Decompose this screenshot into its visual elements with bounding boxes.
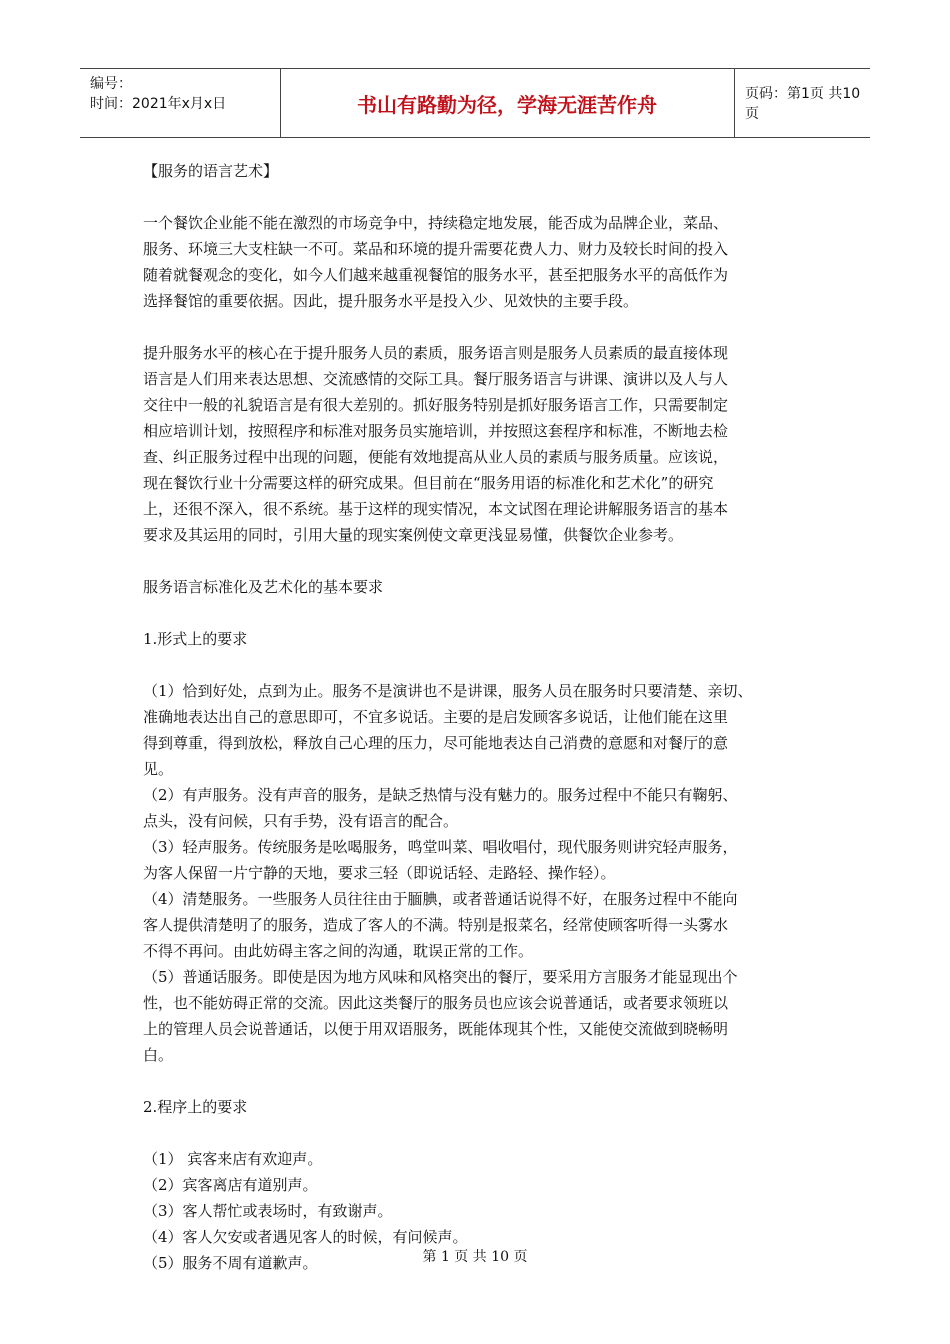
list-item: 为客人保留一片宁静的天地，要求三轻（即说话轻、走路轻、操作轻）。 (143, 864, 616, 882)
list-item: （1）恰到好处，点到为止。服务不是演讲也不是讲课，服务人员在服务时只要清楚、亲切、 (143, 682, 753, 700)
list-item: （5）服务不周有道歉声。 (143, 1254, 318, 1272)
page-header (80, 68, 870, 138)
text-line: 服务、环境三大支柱缺一不可。菜品和环境的提升需要花费人力、财力及较长时间的投入 (143, 240, 729, 258)
list-item: 客人提供清楚明了的服务，造成了客人的不满。特别是报菜名，经常使顾客听得一头雾水 (143, 916, 729, 934)
intro-paragraph (143, 210, 808, 314)
list-item: （2）宾客离店有道别声。 (143, 1176, 318, 1194)
list-item: （3）客人帮忙或表场时，有致谢声。 (143, 1202, 393, 1220)
list-item: （1） 宾客来店有欢迎声。 (143, 1150, 323, 1168)
list-item: 上的管理人员会说普通话，以便于用双语服务，既能体现其个性，又能使交流做到晓畅明 (143, 1020, 729, 1038)
text-line: 选择餐馆的重要依据。因此，提升服务水平是投入少、见效快的主要手段。 (143, 292, 639, 310)
list-item: （3）轻声服务。传统服务是吆喝服务，鸣堂叫菜、唱收唱付，现代服务则讲究轻声服务， (143, 838, 738, 856)
list-item: 得到尊重，得到放松，释放自己心理的压力，尽可能地表达自己消费的意愿和对餐厅的意 (143, 734, 729, 752)
form-requirements-list (143, 678, 808, 1068)
doc-title: 【服务的语言艺术】 (143, 162, 279, 180)
section-heading: 服务语言标准化及艺术化的基本要求 (143, 578, 384, 596)
list-item: （5）普通话服务。即使是因为地方风味和风格突出的餐厅，要采用方言服务才能显现出个 (143, 968, 738, 986)
list-item: （4）客人欠安或者遇见客人的时候，有问候声。 (143, 1228, 468, 1246)
text-line: 一个餐饮企业能不能在激烈的市场竞争中，持续稳定地发展，能否成为品牌企业，菜品、 (143, 214, 729, 232)
list-item: 点头，没有问候，只有手势，没有语言的配合。 (143, 812, 459, 830)
text-line: 提升服务水平的核心在于提升服务人员的素质，服务语言则是服务人员素质的最直接体现 (143, 344, 729, 362)
list-item: （2）有声服务。没有声音的服务，是缺乏热情与没有魅力的。服务过程中不能只有鞠躬、 (143, 786, 738, 804)
text-line: 随着就餐观念的变化，如今人们越来越重视餐馆的服务水平，甚至把服务水平的高低作为 (143, 266, 729, 284)
list-item: 白。 (143, 1046, 174, 1064)
header-info-cell (80, 69, 281, 137)
text-line: 语言是人们用来表达思想、交流感情的交际工具。餐厅服务语言与讲课、演讲以及人与人 (143, 370, 729, 388)
list-item: 准确地表达出自己的意思即可，不宜多说话。主要的是启发顾客多说话，让他们能在这里 (143, 708, 729, 726)
form-heading: 1.形式上的要求 (143, 630, 248, 648)
page-footer: 第 1 页 共 10 页 (422, 1249, 528, 1265)
text-line: 上，还很不深入，很不系统。基于这样的现实情况，本文试图在理论讲解服务语言的基本 (143, 500, 729, 518)
text-line: 相应培训计划，按照程序和标准对服务员实施培训，并按照这套程序和标准，不断地去检 (143, 422, 729, 440)
header-page-label: 页码：第1页 共10页 (745, 86, 861, 122)
document-body (143, 158, 808, 1276)
list-item: 见。 (143, 760, 174, 778)
procedure-heading: 2.程序上的要求 (143, 1098, 248, 1116)
list-item: 不得不再问。由此妨碍主客之间的沟通，耽误正常的工作。 (143, 942, 534, 960)
doc-number-label: 编号： (90, 76, 132, 92)
text-line: 交往中一般的礼貌语言是有很大差别的。抓好服务特别是抓好服务语言工作，只需要制定 (143, 396, 729, 414)
header-motto: 书山有路勤为径，学海无涯苦作舟 (280, 69, 735, 137)
text-line: 要求及其运用的同时，引用大量的现实案例使文章更浅显易懂，供餐饮企业参考。 (143, 526, 684, 544)
list-item: （4）清楚服务。一些服务人员往往由于腼腆，或者普通话说得不好，在服务过程中不能向 (143, 890, 738, 908)
core-paragraph (143, 340, 808, 548)
text-line: 查、纠正服务过程中出现的问题，便能有效地提高从业人员的素质与服务质量。应该说， (143, 448, 729, 466)
list-item: 性，也不能妨碍正常的交流。因此这类餐厅的服务员也应该会说普通话，或者要求领班以 (143, 994, 729, 1012)
doc-time-label: 时间：2021年x月x日 (90, 96, 227, 112)
text-line: 现在餐饮行业十分需要这样的研究成果。但目前在“服务用语的标准化和艺术化”的研究 (143, 474, 714, 492)
